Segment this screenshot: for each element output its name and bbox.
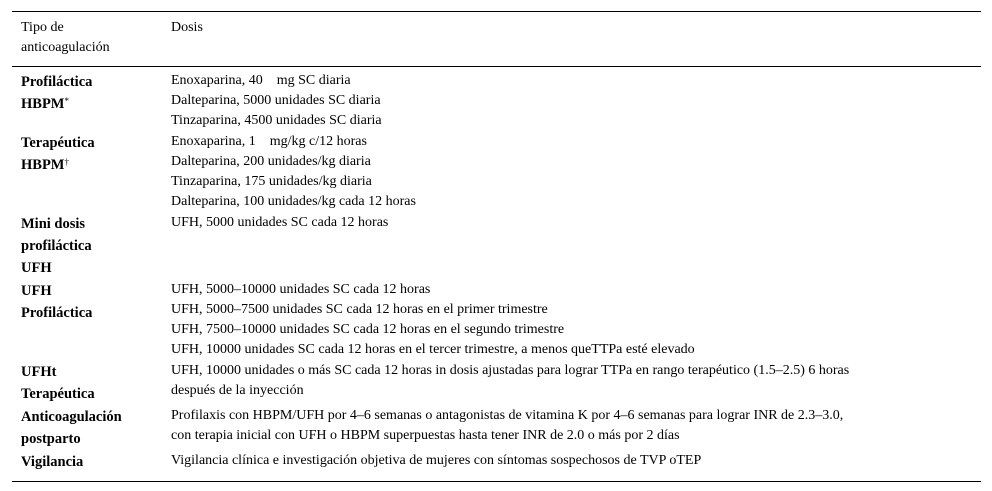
- type-cell: [12, 279, 162, 360]
- type-line-text: HBPM: [21, 157, 65, 173]
- dose-line: UFH, 5000 unidades SC cada 12 horas: [171, 215, 389, 230]
- dose-line: Vigilancia clínica e investigación objetiva de mujeres con síntomas sospechosos de TVP oTEP: [171, 453, 702, 468]
- type-line: [21, 93, 162, 115]
- type-line: UFH: [21, 260, 52, 276]
- table-row: [12, 67, 981, 132]
- type-line: Profiláctica: [21, 74, 93, 90]
- dose-line: UFH, 10000 unidades o más SC cada 12 horas in dosis ajustadas para lograr TTPa en rango terapéutico (1.5–2.5) 6 horas: [171, 363, 850, 378]
- header-dose: Dosis: [171, 20, 203, 35]
- type-line: Anticoagulación: [21, 409, 122, 425]
- table-row: [12, 212, 981, 279]
- type-line-text: HBPM: [21, 96, 65, 112]
- type-cell: [12, 360, 162, 405]
- dose-line: después de la inyección: [171, 383, 304, 398]
- dose-line: UFH, 7500–10000 unidades SC cada 12 horas en el segundo trimestre: [171, 322, 565, 337]
- dose-line: Enoxaparina, 40 mg SC diaria: [171, 73, 351, 88]
- dose-cell: [162, 131, 981, 212]
- type-cell: [12, 131, 162, 212]
- type-cell: [12, 212, 162, 279]
- dose-cell: [162, 279, 981, 360]
- table-header: [12, 12, 981, 67]
- dose-cell: [162, 405, 981, 450]
- type-line: Mini dosis: [21, 216, 86, 232]
- table-row: [12, 360, 981, 405]
- dose-line: Tinzaparina, 4500 unidades SC diaria: [171, 113, 382, 128]
- dose-line: Dalteparina, 100 unidades/kg cada 12 horas: [171, 194, 416, 209]
- type-line: Terapéutica: [21, 135, 95, 151]
- type-line: postparto: [21, 431, 81, 447]
- type-line: Terapéutica: [21, 386, 95, 402]
- dose-line: UFH, 5000–10000 unidades SC cada 12 horas: [171, 282, 431, 297]
- header-type: [12, 12, 162, 67]
- type-cell: [12, 450, 162, 482]
- table-row: [12, 131, 981, 212]
- header-row: [12, 12, 981, 67]
- dose-line: Dalteparina, 5000 unidades SC diaria: [171, 93, 381, 108]
- type-line: Profiláctica: [21, 305, 93, 321]
- anticoagulation-dose-table: [12, 11, 981, 482]
- type-cell: [12, 67, 162, 132]
- dose-line: con terapia inicial con UFH o HBPM superpuestas hasta tener INR de 2.0 o más por 2 días: [171, 428, 680, 443]
- dose-cell: [162, 67, 981, 132]
- dose-line: Tinzaparina, 175 unidades/kg diaria: [171, 174, 372, 189]
- dose-line: Dalteparina, 200 unidades/kg diaria: [171, 154, 371, 169]
- table-row: [12, 279, 981, 360]
- type-line: UFHt: [21, 364, 57, 380]
- header-type-line-2: anticoagulación: [21, 40, 110, 55]
- footnote-marker: *: [64, 96, 69, 106]
- table-row: [12, 405, 981, 450]
- dose-cell: [162, 360, 981, 405]
- type-line: UFH: [21, 283, 52, 299]
- dose-line: UFH, 5000–7500 unidades SC cada 12 horas en el primer trimestre: [171, 302, 548, 317]
- header-type-line-1: Tipo de: [21, 20, 64, 35]
- dose-cell: [162, 450, 981, 482]
- type-line: Vigilancia: [21, 454, 84, 470]
- dose-line: Profilaxis con HBPM/UFH por 4–6 semanas o antagonistas de vitamina K por 4–6 semanas para lograr INR de 2.3–3.0,: [171, 408, 844, 423]
- footnote-marker: †: [64, 157, 69, 167]
- dose-line: Enoxaparina, 1 mg/kg c/12 horas: [171, 134, 367, 149]
- table-row: [12, 450, 981, 482]
- type-line: profiláctica: [21, 238, 92, 254]
- type-line: [21, 154, 162, 176]
- dose-line: UFH, 10000 unidades SC cada 12 horas en el tercer trimestre, a menos queTTPa esté elevado: [171, 342, 695, 357]
- type-cell: [12, 405, 162, 450]
- anticoagulation-table-container: [12, 11, 981, 482]
- table-body: [12, 67, 981, 482]
- dose-cell: [162, 212, 981, 279]
